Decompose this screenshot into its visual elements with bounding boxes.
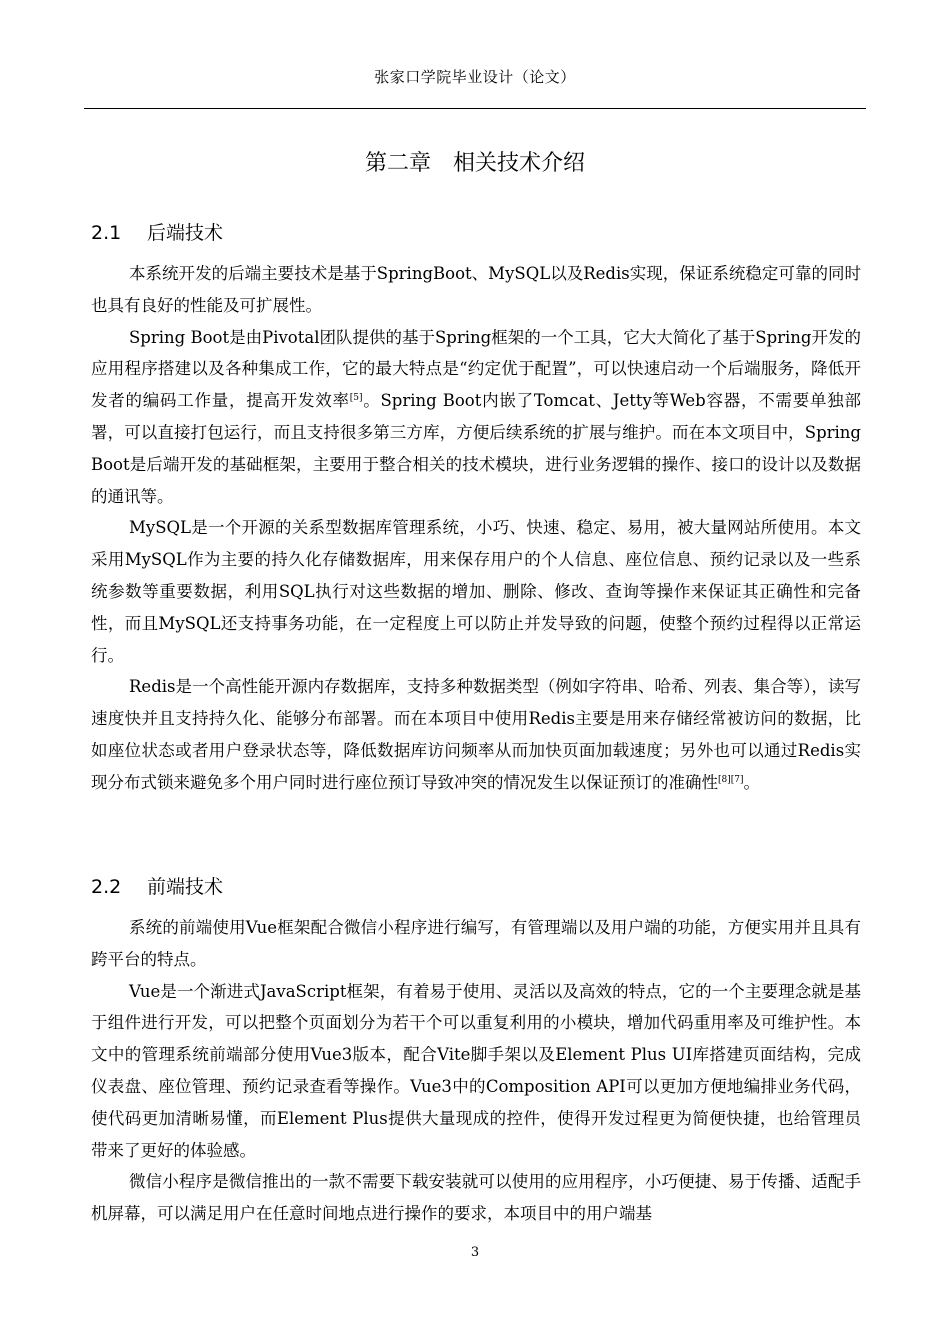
section-number: 2.2 (91, 876, 122, 898)
paragraph (91, 671, 861, 798)
citation: [5] (349, 393, 363, 404)
section-number: 2.1 (91, 222, 122, 244)
section-heading (91, 218, 861, 248)
paragraph-text: 本系统开发的后端主要技术是基于SpringBoot、MySQL以及Redis实现，保证系统稳定可靠的同时也具有良好的性能及可扩展性。 (91, 264, 861, 315)
paragraph (91, 322, 861, 513)
page-number: 3 (470, 1245, 480, 1260)
section-title: 后端技术 (147, 222, 224, 244)
paragraph (91, 512, 861, 671)
paragraph-text: 系统的前端使用Vue框架配合微信小程序进行编写，有管理端以及用户端的功能，方便实用并且具有跨平台的特点。 (91, 918, 861, 969)
page-header: 张家口学院毕业设计（论文） (374, 68, 576, 86)
section-heading (91, 872, 861, 902)
paragraph-text: 。 (743, 772, 760, 792)
paragraph (91, 912, 861, 976)
paragraph-text: Spring Boot是由Pivotal团队提供的基于Spring框架的一个工具，它大大简化了基于Spring开发的应用程序搭建以及各种集成工作，它的最大特点是“约定优于配置”，可以快速启动一个后端服务，降低开发者的编码工作量，提高开发效率 (91, 327, 861, 411)
section-2-1 (91, 218, 861, 799)
paragraph-text: Vue是一个渐进式JavaScript框架，有着易于使用、灵活以及高效的特点，它的一个主要理念就是基于组件进行开发，可以把整个页面划分为若干个可以重复利用的小模块，增加代码重用率及可维护性。本文中的管理系统前端部分使用Vue3版本，配合Vite脚手架以及Element Plus UI库搭建页面结构，完成仪表盘、座位管理、预约记录查看等操作。Vue3中的Composition API可以更加方便地编排业务代码，使代码更加清晰易懂，而Element Plus提供大量现成的控件，使得开发过程更为简便快捷，也给管理员带来了更好的体验感。 (91, 981, 861, 1160)
chapter-title: 第二章 相关技术介绍 (364, 151, 585, 176)
citation: [8][7] (718, 774, 744, 785)
paragraph-text: 微信小程序是微信推出的一款不需要下载安装就可以使用的应用程序，小巧便捷、易于传播、适配手机屏幕，可以满足用户在任意时间地点进行操作的要求，本项目中的用户端基 (91, 1172, 861, 1224)
header-rule (84, 108, 866, 109)
paragraph (91, 1166, 861, 1230)
paragraph (91, 976, 861, 1167)
paragraph-text: 。Spring Boot内嵌了Tomcat、Jetty等Web容器，不需要单独部署，可以直接打包运行，而且支持很多第三方库，方便后续系统的扩展与维护。而在本文项目中，Spring Boot是后端开发的基础框架，主要用于整合相关的技术模块，进行业务逻辑的操作、接口的设计以及数据的通讯等。 (91, 391, 861, 506)
section-2-2 (91, 872, 861, 1230)
section-title: 前端技术 (147, 876, 224, 898)
paragraph-text: MySQL是一个开源的关系型数据库管理系统，小巧、快速、稳定、易用，被大量网站所使用。本文采用MySQL作为主要的持久化存储数据库，用来保存用户的个人信息、座位信息、预约记录以及一些系统参数等重要数据，利用SQL执行对这些数据的增加、删除、修改、查询等操作来保证其正确性和完备性，而且MySQL还支持事务功能，在一定程度上可以防止并发导致的问题，使整个预约过程得以正常运行。 (91, 518, 861, 665)
paragraph (91, 258, 861, 322)
paragraph-text: Redis是一个高性能开源内存数据库，支持多种数据类型（例如字符串、哈希、列表、集合等），读写速度快并且支持持久化、能够分布部署。而在本项目中使用Redis主要是用来存储经常被访问的数据，比如座位状态或者用户登录状态等，降低数据库访问频率从而加快页面加载速度；另外也可以通过Redis实现分布式锁来避免多个用户同时进行座位预订导致冲突的情况发生以保证预订的准确性 (91, 677, 861, 792)
